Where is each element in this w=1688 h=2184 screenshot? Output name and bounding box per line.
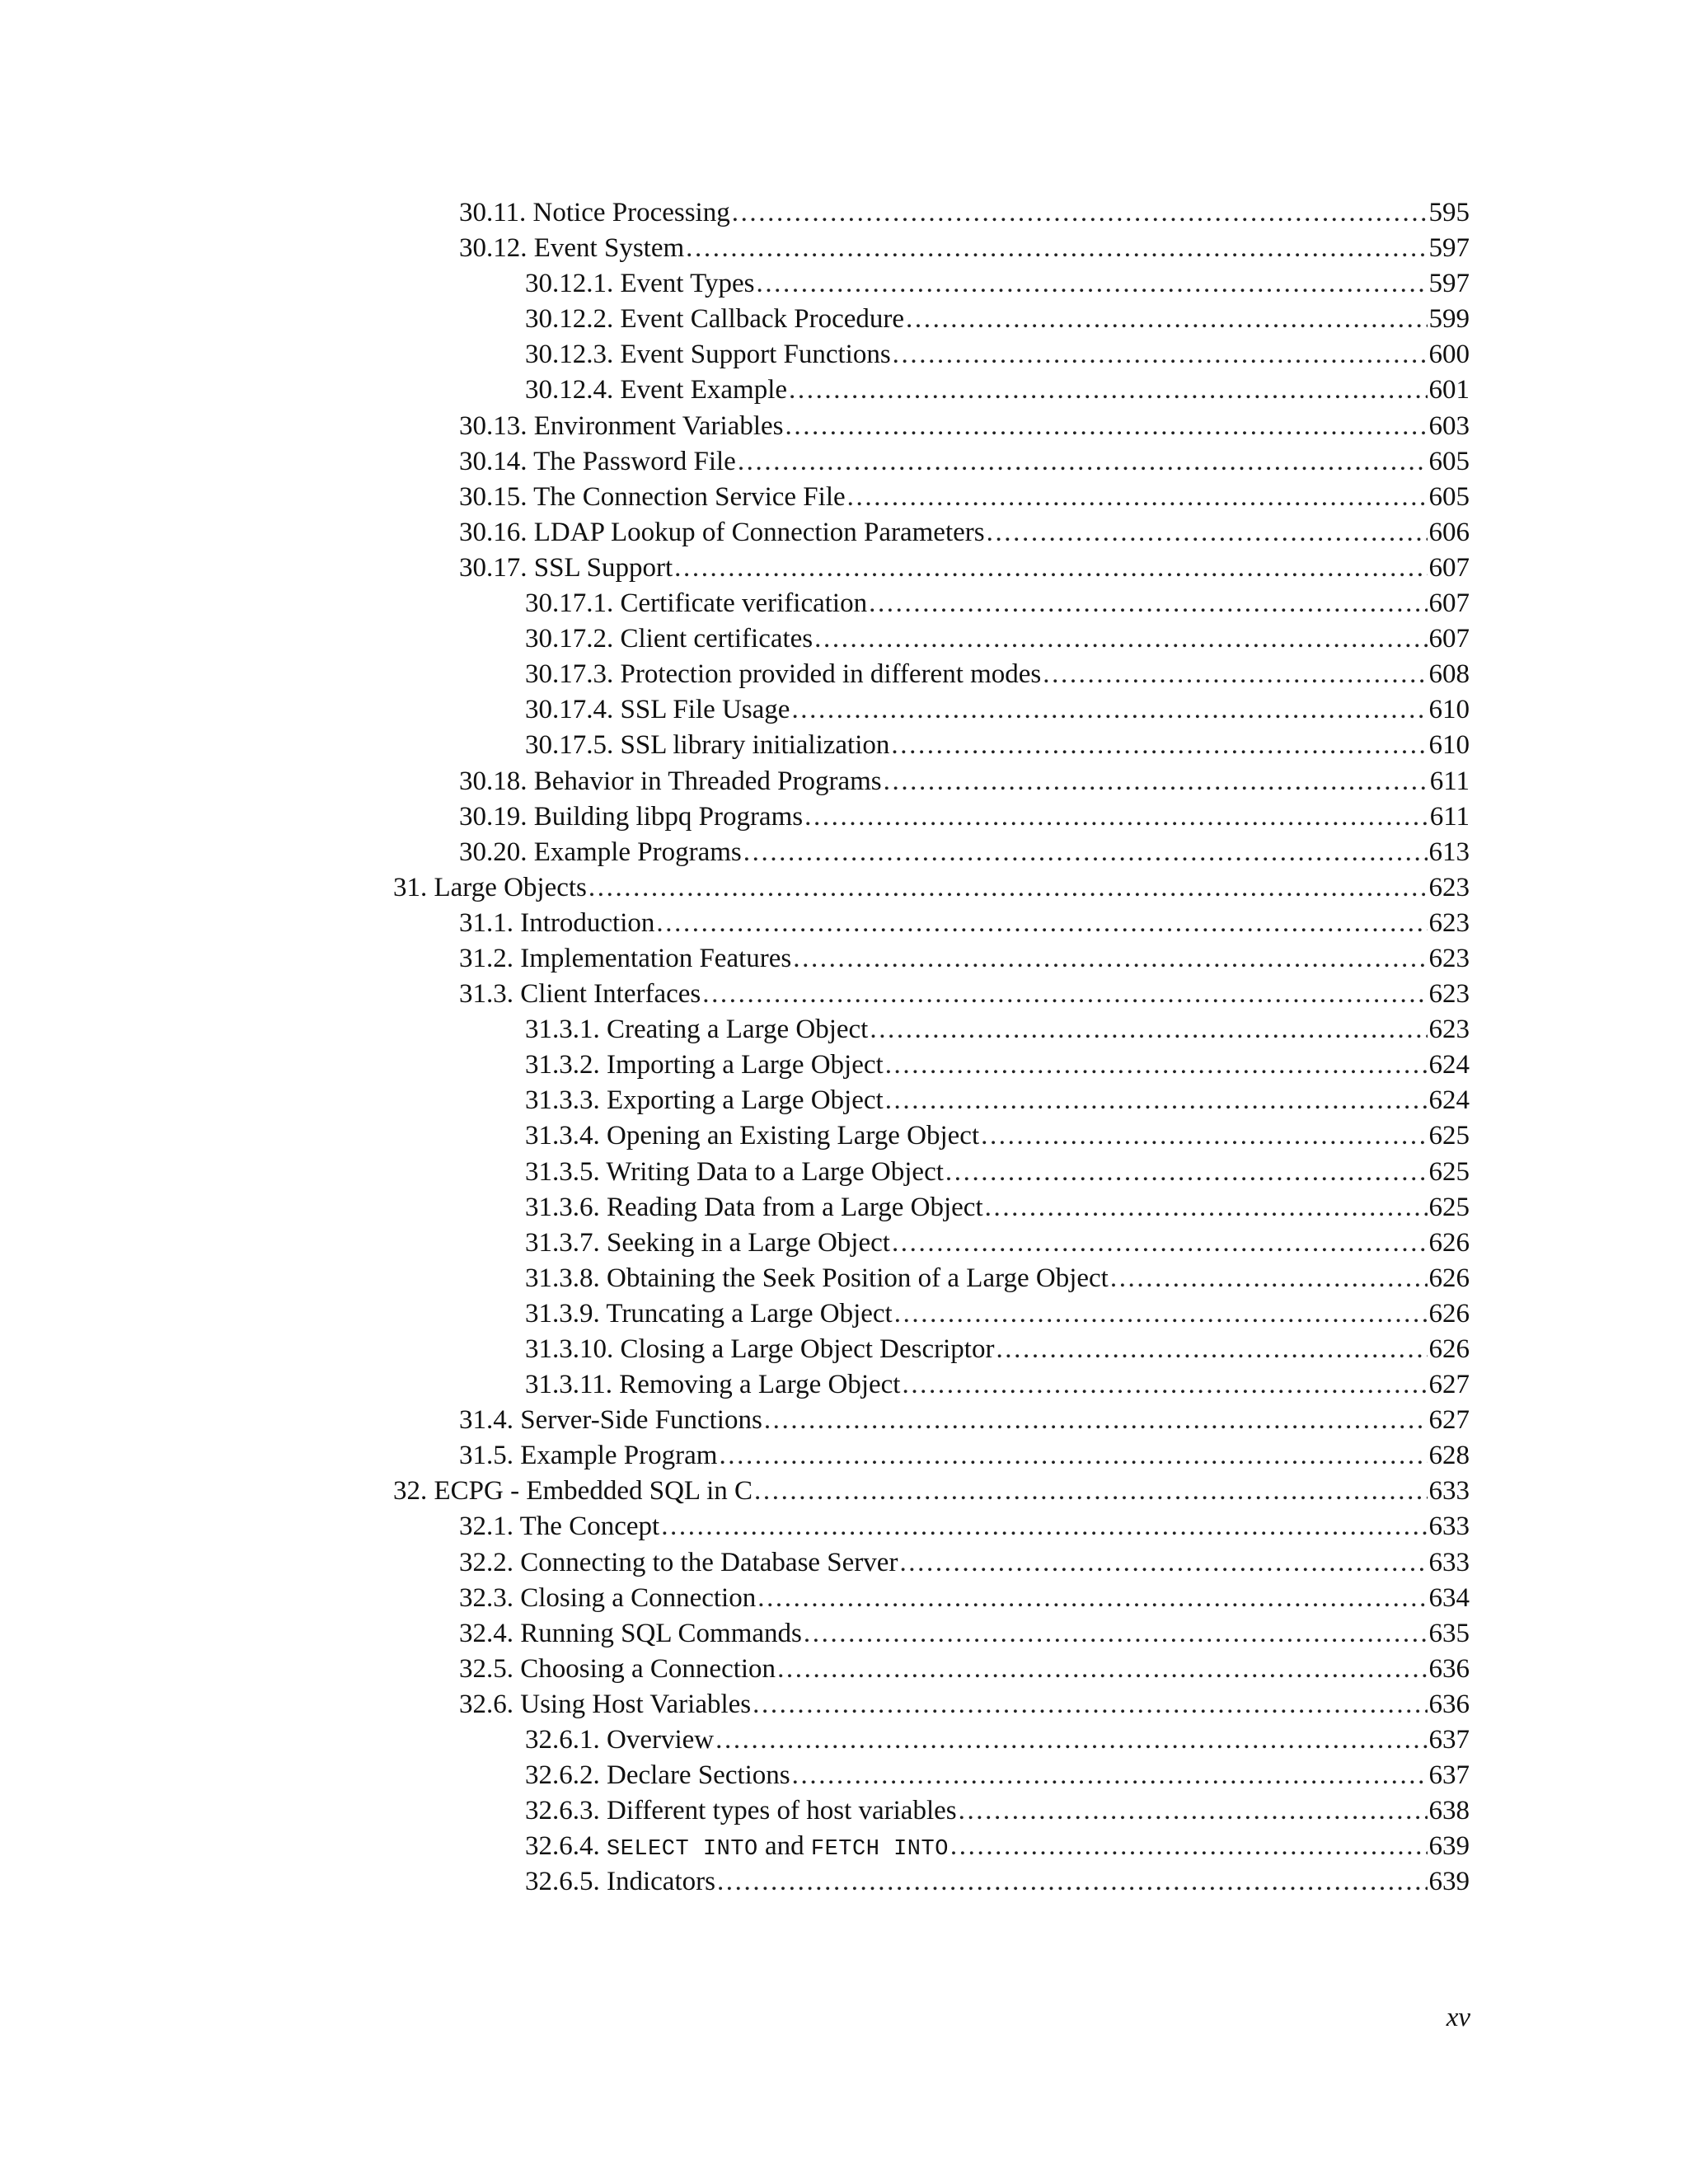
toc-entry-page: 605 xyxy=(1428,446,1470,476)
toc-entry-page: 611 xyxy=(1429,766,1470,796)
toc-entry-page: 606 xyxy=(1428,517,1470,547)
toc-entry-page: 599 xyxy=(1428,304,1470,335)
toc-entry-title: 32.6.2. Declare Sections xyxy=(525,1760,790,1791)
toc-entry-page: 625 xyxy=(1428,1156,1470,1187)
toc-entry[interactable] xyxy=(393,835,1470,870)
toc-entry[interactable] xyxy=(393,1616,1470,1652)
toc-entry-title: 31.3.9. Truncating a Large Object xyxy=(525,1298,893,1329)
dot-leader xyxy=(674,551,1427,586)
toc-entry-page: 607 xyxy=(1428,552,1470,583)
dot-leader xyxy=(899,1545,1427,1581)
dot-leader xyxy=(894,1296,1428,1332)
toc-entry[interactable] xyxy=(393,977,1470,1012)
toc-entry-page: 627 xyxy=(1428,1405,1470,1436)
toc-entry[interactable] xyxy=(393,906,1470,941)
dot-leader xyxy=(756,266,1427,302)
toc-entry-page: 623 xyxy=(1428,1015,1470,1045)
dot-leader xyxy=(996,1332,1427,1367)
toc-entry-page: 610 xyxy=(1428,695,1470,725)
dot-leader xyxy=(891,728,1427,763)
toc-entry-page: 607 xyxy=(1428,624,1470,654)
toc-entry[interactable] xyxy=(393,480,1470,515)
toc-entry[interactable] xyxy=(393,302,1470,337)
toc-entry-page: 624 xyxy=(1428,1050,1470,1080)
toc-entry-title: 30.12.1. Event Types xyxy=(525,269,755,299)
toc-entry-page: 636 xyxy=(1428,1689,1470,1719)
toc-entry[interactable] xyxy=(393,1438,1470,1474)
toc-entry[interactable] xyxy=(393,1012,1470,1047)
toc-entry-title: 30.18. Behavior in Threaded Programs xyxy=(459,766,882,796)
toc-entry-title: 30.15. The Connection Service File xyxy=(459,481,846,512)
toc-entry-page: 607 xyxy=(1428,588,1470,619)
toc-entry[interactable] xyxy=(393,586,1470,621)
toc-entry-title: 31.3.7. Seeking in a Large Object xyxy=(525,1227,890,1258)
toc-entry-text: 32.6.4. xyxy=(525,1831,607,1862)
toc-entry[interactable] xyxy=(393,1047,1470,1083)
toc-entry[interactable] xyxy=(393,1722,1470,1758)
toc-entry-page: 639 xyxy=(1428,1831,1470,1862)
toc-entry-page: 635 xyxy=(1428,1618,1470,1648)
toc-entry-title: 31. Large Objects xyxy=(393,872,587,902)
toc-entry-title: 30.11. Notice Processing xyxy=(459,198,730,227)
toc-entry[interactable] xyxy=(393,1155,1470,1190)
dot-leader xyxy=(945,1155,1428,1190)
toc-entry-page: 610 xyxy=(1428,730,1470,761)
dot-leader xyxy=(892,1226,1428,1261)
toc-entry-title: 32. ECPG - Embedded SQL in C xyxy=(393,1476,753,1507)
toc-entry[interactable] xyxy=(393,1829,1470,1864)
toc-entry-page: 611 xyxy=(1429,801,1470,832)
dot-leader xyxy=(715,1722,1427,1758)
toc-entry[interactable] xyxy=(393,799,1470,835)
toc-entry-page: 608 xyxy=(1428,659,1470,690)
toc-entry[interactable] xyxy=(393,1509,1470,1544)
dot-leader xyxy=(1110,1261,1428,1296)
dot-leader xyxy=(950,1829,1428,1864)
toc-entry[interactable] xyxy=(393,870,1470,906)
toc-entry-title: 30.12.3. Event Support Functions xyxy=(525,340,891,370)
toc-entry-title: 30.12.2. Event Callback Procedure xyxy=(525,304,905,335)
toc-entry-page: 603 xyxy=(1428,410,1470,441)
toc-entry-title: 32.1. The Concept xyxy=(459,1511,660,1542)
toc-entry[interactable] xyxy=(393,1581,1470,1616)
dot-leader xyxy=(906,302,1427,337)
toc-entry-title: 32.5. Choosing a Connection xyxy=(459,1653,776,1684)
toc-entry-page: 639 xyxy=(1428,1867,1470,1897)
toc-entry[interactable] xyxy=(393,1652,1470,1687)
toc-entry-title: 31.3.11. Removing a Large Object xyxy=(525,1370,901,1400)
toc-entry[interactable] xyxy=(393,1226,1470,1261)
toc-entry-title: 31.3.4. Opening an Existing Large Object xyxy=(525,1121,980,1151)
toc-entry[interactable] xyxy=(393,515,1470,551)
toc-entry[interactable] xyxy=(393,1793,1470,1829)
toc-entry-page: 600 xyxy=(1428,340,1470,370)
toc-entry[interactable] xyxy=(393,409,1470,444)
dot-leader xyxy=(987,515,1428,551)
toc-entry-page: 626 xyxy=(1428,1227,1470,1258)
toc-entry-page: 597 xyxy=(1428,233,1470,264)
toc-entry-page: 597 xyxy=(1428,269,1470,299)
toc-entry-title: 30.20. Example Programs xyxy=(459,837,742,867)
dot-leader xyxy=(792,1758,1428,1793)
toc-entry-page: 636 xyxy=(1428,1653,1470,1684)
dot-leader xyxy=(804,799,1428,835)
toc-entry[interactable] xyxy=(393,1296,1470,1332)
dot-leader xyxy=(702,977,1427,1012)
dot-leader xyxy=(789,373,1427,408)
toc-entry-page: 625 xyxy=(1428,1121,1470,1151)
toc-entry[interactable] xyxy=(393,621,1470,657)
toc-entry-page: 638 xyxy=(1428,1796,1470,1826)
toc-entry-title: 30.17. SSL Support xyxy=(459,552,673,583)
dot-leader xyxy=(777,1652,1427,1687)
dot-leader xyxy=(753,1687,1427,1722)
toc-entry[interactable] xyxy=(393,231,1470,266)
toc-entry-page: 634 xyxy=(1428,1582,1470,1613)
toc-entry-page: 633 xyxy=(1428,1547,1470,1577)
dot-leader xyxy=(804,1616,1428,1652)
toc-entry-title: 32.6.3. Different types of host variables xyxy=(525,1796,957,1826)
toc-entry-title: 31.3.6. Reading Data from a Large Object xyxy=(525,1192,983,1222)
toc-entry-title: 31.5. Example Program xyxy=(459,1441,718,1471)
dot-leader xyxy=(902,1367,1427,1403)
dot-leader xyxy=(785,409,1428,444)
toc-entry-page: 623 xyxy=(1428,979,1470,1010)
toc-entry-title: 31.3.1. Creating a Large Object xyxy=(525,1015,869,1045)
dot-leader xyxy=(719,1438,1427,1474)
toc-entry[interactable] xyxy=(393,1758,1470,1793)
toc-entry-title: 31.1. Introduction xyxy=(459,907,655,938)
toc-entry-title: 30.14. The Password File xyxy=(459,446,736,476)
toc-entry[interactable] xyxy=(393,1545,1470,1581)
toc-entry-page: 623 xyxy=(1428,872,1470,902)
toc-entry[interactable] xyxy=(393,1367,1470,1403)
toc-entry-title: 31.3.3. Exporting a Large Object xyxy=(525,1085,884,1116)
dot-leader xyxy=(754,1474,1427,1509)
dot-leader xyxy=(885,1047,1428,1083)
toc-entry-title: 30.17.1. Certificate verification xyxy=(525,588,868,619)
toc-entry-page: 623 xyxy=(1428,907,1470,938)
toc-entry-title: 30.12.4. Event Example xyxy=(525,375,788,405)
toc-entry[interactable] xyxy=(393,337,1470,373)
toc-entry-title: 30.17.5. SSL library initialization xyxy=(525,730,890,761)
toc-entry-title xyxy=(525,1829,949,1868)
toc-entry[interactable] xyxy=(393,373,1470,408)
toc-entry-title: 31.3. Client Interfaces xyxy=(459,979,701,1010)
page-number: xv xyxy=(1446,2003,1470,2032)
toc-entry-page: 637 xyxy=(1428,1760,1470,1791)
toc-entry-title: 32.4. Running SQL Commands xyxy=(459,1618,802,1648)
toc-entry[interactable] xyxy=(393,1190,1470,1226)
toc-entry-page: 633 xyxy=(1428,1511,1470,1542)
toc-entry-page: 605 xyxy=(1428,481,1470,512)
toc-entry-title: 31.3.8. Obtaining the Seek Position of a Large Object xyxy=(525,1263,1109,1293)
dot-leader xyxy=(869,586,1427,621)
toc-entry-title: 31.3.5. Writing Data to a Large Object xyxy=(525,1156,944,1187)
toc-entry-title: 30.17.4. SSL File Usage xyxy=(525,695,790,725)
toc-entry[interactable] xyxy=(393,551,1470,586)
dot-leader xyxy=(656,906,1427,941)
dot-leader xyxy=(893,337,1428,373)
dot-leader xyxy=(981,1118,1427,1154)
toc-entry[interactable] xyxy=(393,764,1470,799)
toc-entry-page: 613 xyxy=(1428,837,1470,867)
toc-entry-code: FETCH INTO xyxy=(810,1837,949,1863)
toc-entry[interactable] xyxy=(393,266,1470,302)
toc-entry-page: 628 xyxy=(1428,1441,1470,1471)
toc-entry[interactable] xyxy=(393,1474,1470,1509)
dot-leader xyxy=(959,1793,1428,1829)
toc-entry[interactable] xyxy=(393,1687,1470,1722)
toc-entry-title: 32.6.1. Overview xyxy=(525,1725,715,1755)
toc-entry-title: 30.17.3. Protection provided in different modes xyxy=(525,659,1042,690)
table-of-contents xyxy=(393,195,1470,1900)
toc-entry-title: 31.4. Server-Side Functions xyxy=(459,1405,762,1436)
toc-entry[interactable] xyxy=(393,1403,1470,1438)
dot-leader xyxy=(791,692,1427,728)
toc-entry-title: 32.2. Connecting to the Database Server xyxy=(459,1547,898,1577)
dot-leader xyxy=(686,231,1427,266)
toc-entry-title: 30.12. Event System xyxy=(459,233,685,264)
dot-leader xyxy=(814,621,1427,657)
toc-entry-page: 623 xyxy=(1428,943,1470,973)
dot-leader xyxy=(870,1012,1427,1047)
dot-leader xyxy=(661,1509,1427,1544)
toc-entry[interactable] xyxy=(393,728,1470,763)
toc-entry[interactable] xyxy=(393,195,1470,231)
toc-entry[interactable] xyxy=(393,1864,1470,1900)
toc-entry-title: 31.2. Implementation Features xyxy=(459,943,792,973)
toc-entry-page: 601 xyxy=(1428,375,1470,405)
toc-entry-title: 30.19. Building libpq Programs xyxy=(459,801,804,832)
toc-entry[interactable] xyxy=(393,1261,1470,1296)
dot-leader xyxy=(732,195,1428,231)
toc-entry[interactable] xyxy=(393,1118,1470,1154)
toc-entry-page: 595 xyxy=(1428,198,1470,227)
toc-entry-code: SELECT INTO xyxy=(607,1837,758,1863)
dot-leader xyxy=(743,835,1428,870)
dot-leader xyxy=(764,1403,1428,1438)
toc-entry-page: 626 xyxy=(1428,1263,1470,1293)
toc-entry[interactable] xyxy=(393,941,1470,977)
toc-entry-page: 625 xyxy=(1428,1192,1470,1222)
toc-entry-title: 30.16. LDAP Lookup of Connection Parameters xyxy=(459,517,985,547)
dot-leader xyxy=(588,870,1428,906)
toc-entry-page: 633 xyxy=(1428,1476,1470,1507)
dot-leader xyxy=(757,1581,1427,1616)
toc-entry-title: 31.3.10. Closing a Large Object Descriptor xyxy=(525,1334,995,1364)
dot-leader xyxy=(985,1190,1428,1226)
dot-leader xyxy=(1043,657,1427,692)
toc-entry[interactable] xyxy=(393,692,1470,728)
dot-leader xyxy=(793,941,1427,977)
toc-entry-title: 30.17.2. Client certificates xyxy=(525,624,814,654)
dot-leader xyxy=(847,480,1428,515)
toc-entry-page: 626 xyxy=(1428,1298,1470,1329)
toc-entry-title: 32.6.5. Indicators xyxy=(525,1867,715,1897)
toc-entry-page: 637 xyxy=(1428,1725,1470,1755)
toc-entry-text: and xyxy=(757,1831,811,1862)
toc-entry-page: 624 xyxy=(1428,1085,1470,1116)
dot-leader xyxy=(885,1083,1428,1118)
toc-entry[interactable] xyxy=(393,1083,1470,1118)
toc-entry-title: 32.3. Closing a Connection xyxy=(459,1582,757,1613)
toc-entry-title: 32.6. Using Host Variables xyxy=(459,1689,752,1719)
dot-leader xyxy=(738,444,1428,480)
toc-entry[interactable] xyxy=(393,657,1470,692)
dot-leader xyxy=(717,1864,1428,1900)
toc-entry[interactable] xyxy=(393,1332,1470,1367)
toc-entry-page: 627 xyxy=(1428,1370,1470,1400)
toc-entry[interactable] xyxy=(393,444,1470,480)
toc-entry-title: 31.3.2. Importing a Large Object xyxy=(525,1050,884,1080)
toc-entry-page: 626 xyxy=(1428,1334,1470,1364)
toc-entry-title: 30.13. Environment Variables xyxy=(459,410,784,441)
dot-leader xyxy=(884,764,1428,799)
